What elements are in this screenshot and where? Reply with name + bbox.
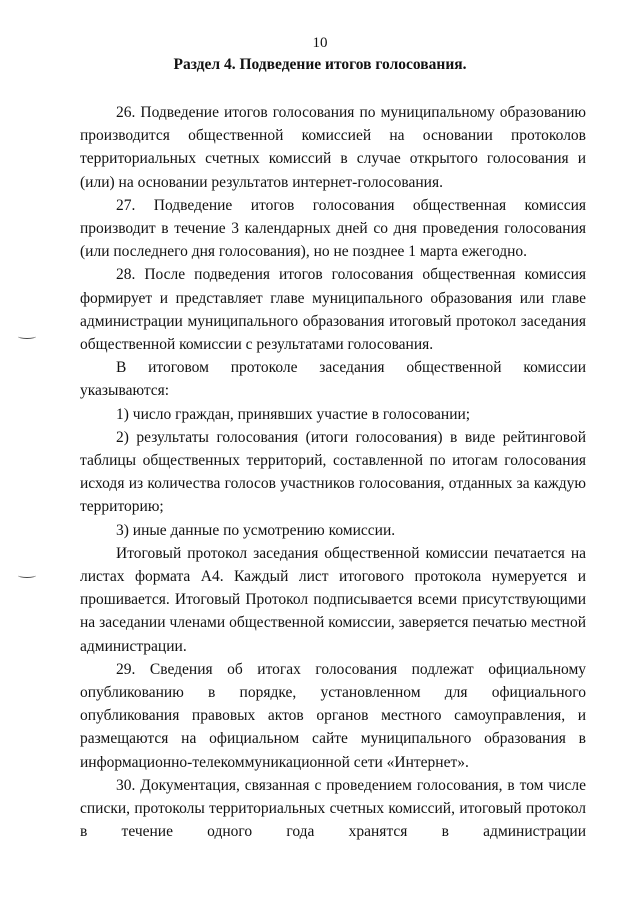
body-text [80, 101, 586, 844]
paragraph-27: 27. Подведение итогов голосования общественная комиссия производит в течение 3 календарных дней со дня проведения голосования (или последнего дня голосования), но не позднее 1 марта ежегодно. [80, 196, 586, 261]
paragraph-28: 28. После подведения итогов голосования общественная комиссия формирует и представляет главе муниципального образования или главе администрации муниципального образования итоговый протокол заседания общественной комиссии с результатами голосования. [80, 266, 586, 354]
paragraph-protocol-contents-intro: В итоговом протоколе заседания общественной комиссии указываются: [80, 359, 586, 400]
list-item-3: 3) иные данные по усмотрению комиссии. [116, 521, 396, 539]
paragraph-protocol-format: Итоговый протокол заседания общественной комиссии печатается на листах формата А4. Каждый лист итогового протокола нумеруется и прошивается. Итоговый Протокол подписывается всеми присутствующими на заседании членами общественной комиссии, заверяется печатью местной администрации. [80, 544, 586, 655]
page-number: 10 [312, 35, 328, 51]
paragraph-29: 29. Сведения об итогах голосования подлежат официальному опубликованию в порядке, установленном для официального опубликования правовых актов органов местного самоуправления, и размещаются на официальном сайте муниципального образования в информационно-телекоммуникационной сети «Интернет». [80, 660, 586, 771]
margin-scan-mark [18, 573, 36, 578]
list-item-2: 2) результаты голосования (итоги голосования) в виде рейтинговой таблицы общественных территорий, составленной по итогам голосования исходя из количества голосов участников голосования, отданных за каждую территорию; [80, 428, 586, 516]
margin-scan-mark [18, 334, 36, 339]
paragraph-30: 30. Документация, связанная с проведением голосования, в том числе списки, протоколы территориальных счетных комиссий, итоговый протокол в течение одного года хранятся в администрации [80, 776, 586, 841]
section-title: Раздел 4. Подведение итогов голосования. [173, 56, 467, 73]
paragraph-26: 26. Подведение итогов голосования по муниципальному образованию производится общественной комиссией на основании протоколов территориальных счетных комиссий в случае открытого голосования и (или) на основании результатов интернет-голосования. [80, 104, 586, 191]
list-item-1: 1) число граждан, принявших участие в голосовании; [116, 405, 471, 423]
